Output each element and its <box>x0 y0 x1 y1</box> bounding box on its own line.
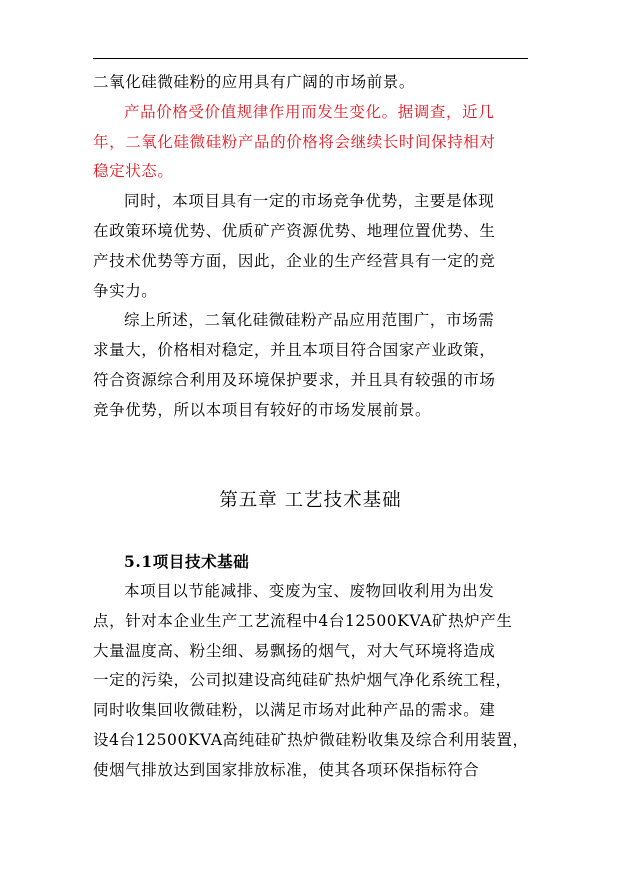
paragraph-line: 争实力。 <box>93 281 158 300</box>
paragraph-line: 符合资源综合利用及环境保护要求，并且具有较强的市场 <box>93 370 496 389</box>
paragraph-line: 设4台12500KVA高纯硅矿热炉微硅粉收集及综合利用装置， <box>93 730 529 749</box>
paragraph-line-highlight: 产品价格受价值规律作用而发生变化。据调查，近几 <box>124 102 495 121</box>
paragraph-line-highlight: 年，二氧化硅微硅粉产品的价格将会继续长时间保持相对 <box>93 132 496 151</box>
paragraph-line: 产技术优势等方面，因此，企业的生产经营具有一定的竞 <box>93 251 496 270</box>
paragraph-line: 竞争优势，所以本项目有较好的市场发展前景。 <box>93 400 432 419</box>
chapter-title: 第五章 工艺技术基础 <box>219 490 402 511</box>
paragraph-line: 本项目以节能减排、变废为宝、废物回收利用为出发 <box>124 582 495 600</box>
paragraph-line: 二氧化硅微硅粉的应用具有广阔的市场前景。 <box>93 73 416 91</box>
text-block-bottom <box>93 577 533 786</box>
paragraph-line: 一定的污染，公司拟建设高纯硅矿热炉烟气净化系统工程， <box>93 671 512 690</box>
paragraph-line: 点，针对本企业生产工艺流程中4台12500KVA矿热炉产生 <box>93 611 513 630</box>
header-rule <box>93 58 528 59</box>
paragraph-line: 求量大，价格相对稳定，并且本项目符合国家产业政策， <box>93 341 496 360</box>
paragraph-line: 同时收集回收微硅粉，以满足市场对此种产品的需求。建 <box>93 701 496 720</box>
text-block-top <box>93 68 533 426</box>
section-title: 5.1项目技术基础 <box>124 552 250 571</box>
paragraph-line: 同时，本项目具有一定的市场竞争优势，主要是体现 <box>124 192 495 211</box>
paragraph-line: 综上所述，二氧化硅微硅粉产品应用范围广，市场需 <box>124 311 495 330</box>
paragraph-line-highlight: 稳定状态。 <box>93 162 174 181</box>
paragraph-line: 大量温度高、粉尘细、易飘扬的烟气，对大气环境将造成 <box>93 641 496 660</box>
paragraph-line: 在政策环境优势、优质矿产资源优势、地理位置优势、生 <box>93 221 496 240</box>
paragraph-line: 使烟气排放达到国家排放标准，使其各项环保指标符合 <box>93 760 480 779</box>
